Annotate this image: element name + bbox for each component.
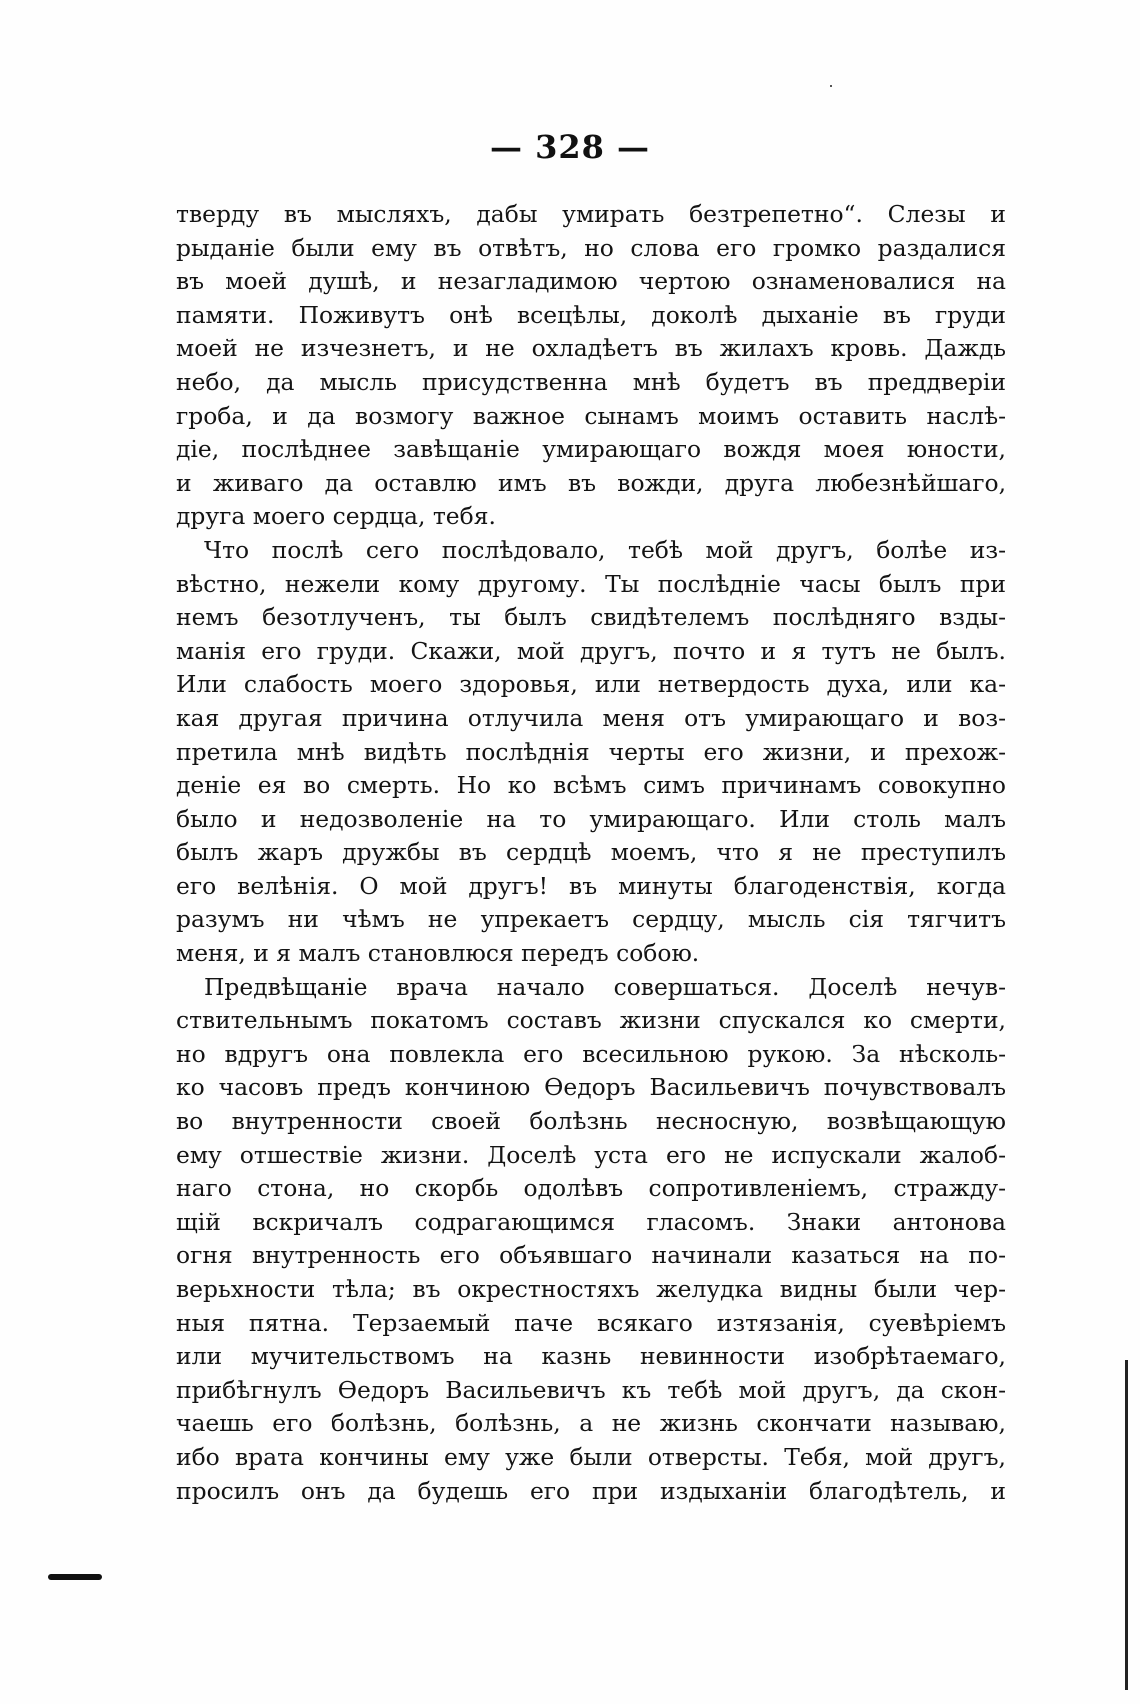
text-line: щій вскричалъ содрагающимся гласомъ. Знаки антонова (176, 1207, 1006, 1236)
text-line: его велѣнія. О мой другъ! въ минуты благоденствія, когда (176, 871, 1006, 900)
text-line: вѣстно, нежели кому другому. Ты послѣдніе часы былъ при (176, 569, 1006, 598)
text-line: во внутренности своей болѣзнь несносную, возвѣщающую (176, 1107, 1006, 1136)
text-line: просилъ онъ да будешь его при издыханіи благодѣтель, и (176, 1476, 1006, 1505)
text-line: Или слабость моего здоровья, или нетвердость духа, или ка- (176, 670, 1006, 699)
text-line: или мучительствомъ на казнь невинности изобрѣтаемаго, (176, 1342, 1006, 1371)
text-line: немъ безотлученъ, ты былъ свидѣтелемъ послѣдняго взды- (176, 603, 1006, 632)
text-line: меня, и я малъ становлюся передъ собою. (176, 939, 700, 968)
scan-artifact-dash (48, 1574, 102, 1580)
text-line: Что послѣ сего послѣдовало, тебѣ мой другъ, болѣе из- (204, 535, 1006, 564)
text-line: тверду въ мысляхъ, дабы умирать безтрепетно“. Слезы и (176, 200, 1006, 228)
text-line: манія его груди. Скажи, мой другъ, почто и я тутъ не былъ. (176, 636, 1006, 665)
text-line: гроба, и да возмогу важное сынамъ моимъ оставить наслѣ- (176, 401, 1006, 430)
body-text (176, 198, 1006, 1508)
scan-speck (830, 85, 832, 87)
text-line: огня внутренность его объявшаго начинали казаться на по- (176, 1241, 1006, 1270)
text-line: ствительнымъ покатомъ составъ жизни спускался ко смерти, (176, 1006, 1006, 1035)
text-line: ныя пятна. Терзаемый паче всякаго изтязанія, суевѣріемъ (176, 1308, 1006, 1337)
text-line: ему отшествіе жизни. Доселѣ уста его не испускали жалоб- (176, 1140, 1006, 1169)
page-edge-line (1125, 1360, 1128, 1690)
text-line: кая другая причина отлучила меня отъ умирающаго и воз- (176, 703, 1006, 732)
text-line: рыданіе были ему въ отвѣтъ, но слова его громко раздалися (176, 233, 1006, 262)
text-line: ибо врата кончины ему уже были отверсты. Тебя, мой другъ, (176, 1442, 1006, 1471)
page-number: — 328 — (489, 128, 651, 166)
text-line: деніе ея во смерть. Но ко всѣмъ симъ причинамъ совокупно (176, 771, 1006, 800)
text-line: разумъ ни чѣмъ не упрекаетъ сердцу, мысль сія тягчитъ (176, 905, 1006, 934)
text-line: было и недозволеніе на то умирающаго. Или столь малъ (176, 804, 1006, 833)
text-line: небо, да мысль присудственна мнѣ будетъ въ преддверіи (176, 367, 1006, 396)
text-line: друга моего сердца, тебя. (176, 502, 496, 531)
text-line: претила мнѣ видѣть послѣднія черты его жизни, и прехож- (176, 737, 1006, 766)
text-line: памяти. Поживутъ онѣ всецѣлы, доколѣ дыханіе въ груди (176, 300, 1006, 329)
text-line: верьхности тѣла; въ окрестностяхъ желудка видны были чер- (176, 1275, 1006, 1303)
paragraph (176, 198, 1006, 534)
paragraph (176, 971, 1006, 1509)
text-line: наго стона, но скорбь одолѣвъ сопротивленіемъ, стражду- (176, 1174, 1006, 1203)
text-line: но вдругъ она повлекла его всесильною рукою. За нѣсколь- (176, 1039, 1006, 1068)
text-line: діе, послѣднее завѣщаніе умирающаго вождя моея юности, (176, 435, 1006, 464)
text-line: ко часовъ предъ кончиною Ѳедоръ Васильевичъ почувствовалъ (176, 1073, 1006, 1102)
text-line: и живаго да оставлю имъ въ вожди, друга любезнѣйшаго, (176, 468, 1006, 497)
text-line: въ моей душѣ, и незагладимою чертою ознаменовалися на (176, 267, 1006, 296)
text-line: Предвѣщаніе врача начало совершаться. Доселѣ нечув- (204, 972, 1006, 1001)
paragraph (176, 534, 1006, 971)
text-line: былъ жаръ дружбы въ сердцѣ моемъ, что я не преступилъ (176, 838, 1006, 867)
text-line: моей не изчезнетъ, и не охладѣетъ въ жилахъ кровь. Даждь (176, 334, 1006, 363)
text-line: чаешь его болѣзнь, болѣзнь, а не жизнь скончати называю, (176, 1409, 1006, 1438)
text-line: прибѣгнулъ Ѳедоръ Васильевичъ къ тебѣ мой другъ, да скон- (176, 1375, 1006, 1404)
